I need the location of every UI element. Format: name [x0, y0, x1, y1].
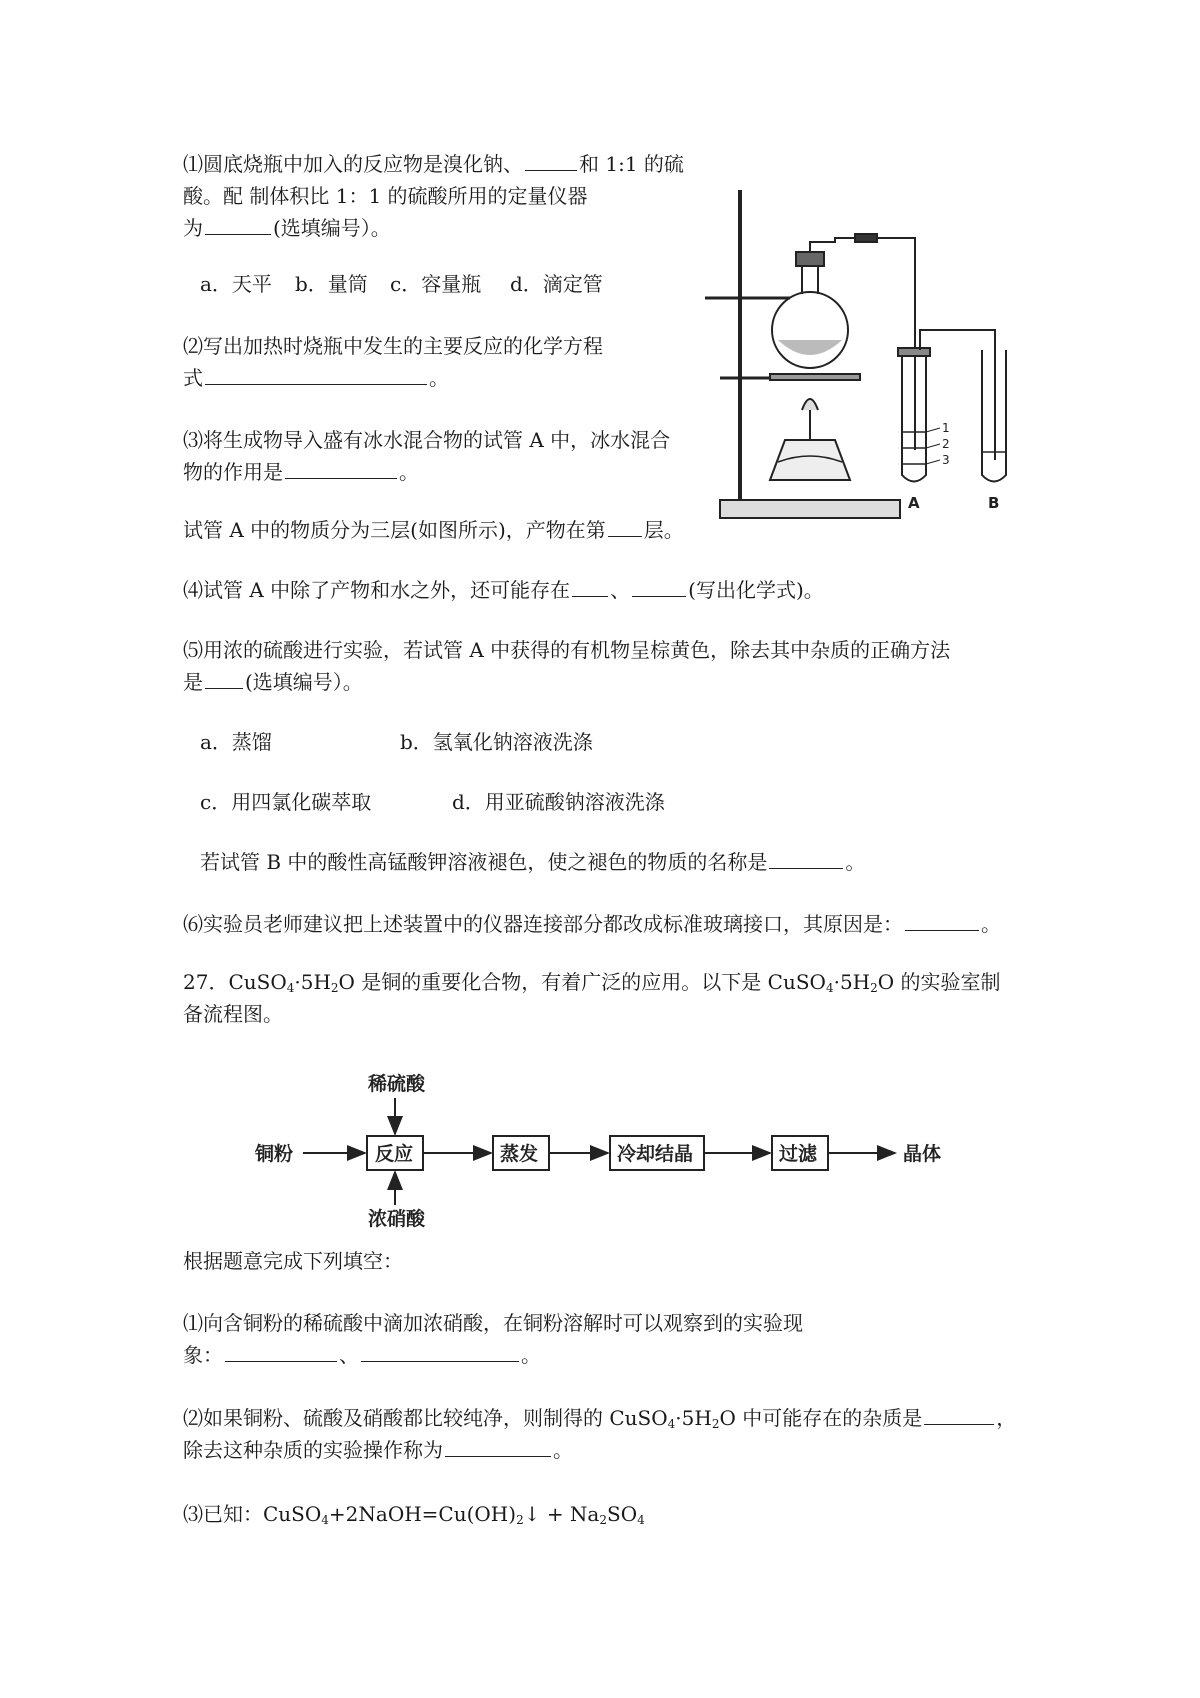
text: ⑵如果铜粉、硫酸及硝酸都比较纯净，则制得的 CuSO — [183, 1406, 668, 1430]
subscript: 4 — [825, 981, 834, 995]
answer-blank[interactable] — [445, 1436, 551, 1457]
text: 、 — [610, 578, 631, 602]
text: 是 — [183, 670, 203, 694]
option-a: a．天平 — [200, 272, 272, 296]
answer-blank[interactable] — [905, 910, 979, 931]
preparation-flowchart — [255, 1060, 975, 1230]
layer-label-3: 3 — [942, 453, 950, 467]
answer-blank[interactable] — [225, 1341, 337, 1362]
text: 若试管 B 中的酸性高锰酸钾溶液褪色，使之褪色的物质的名称是 — [200, 850, 768, 874]
q26-part3-line1: ⑶将生成物导入盛有冰水混合物的试管 A 中，冰水混合 — [183, 428, 671, 452]
flow-output-crystals: 晶体 — [903, 1143, 942, 1165]
q27-intro-line2: 备流程图。 — [183, 1002, 283, 1026]
tube-label-a: A — [908, 494, 920, 512]
flow-input-copper-powder: 铜粉 — [255, 1143, 294, 1165]
answer-blank[interactable] — [924, 1404, 994, 1425]
q26-options-2-row2 — [200, 786, 665, 819]
answer-blank[interactable] — [285, 458, 397, 479]
text: ·5H — [294, 970, 331, 994]
q26-part1-line1 — [183, 148, 684, 181]
text: 、 — [339, 1343, 359, 1367]
q27-part2-line2 — [183, 1434, 573, 1467]
q26-part6 — [183, 908, 1001, 941]
layer-label-1: 1 — [942, 421, 950, 435]
subscript: 2 — [711, 1417, 720, 1431]
flow-step-evaporation: 蒸发 — [500, 1143, 539, 1165]
subscript: 2 — [870, 981, 878, 995]
text: (选填编号）。 — [245, 670, 363, 694]
text: O 中可能存在的杂质是 — [719, 1406, 923, 1430]
answer-blank[interactable] — [205, 668, 243, 689]
stand-base — [720, 500, 900, 518]
text: 。 — [521, 1343, 541, 1367]
flame — [802, 399, 818, 410]
subscript: 4 — [321, 1513, 329, 1527]
connecting-tube — [920, 330, 995, 460]
option-b: b．量筒 — [295, 272, 368, 296]
q27-part2-line1 — [183, 1402, 1016, 1435]
test-tube-a-stopper — [898, 348, 930, 356]
answer-blank[interactable] — [205, 214, 271, 235]
answer-blank[interactable] — [769, 848, 843, 869]
q26-part5-line2 — [183, 666, 363, 699]
answer-blank[interactable] — [572, 576, 608, 597]
text: +2NaOH=Cu(OH) — [328, 1502, 517, 1526]
flow-conc-nitric-acid: 浓硝酸 — [368, 1208, 426, 1230]
q26-part3-line2 — [183, 456, 419, 489]
text: 。 — [845, 850, 866, 874]
text: (写出化学式)。 — [688, 578, 824, 602]
subscript: 2 — [599, 1513, 607, 1527]
answer-blank[interactable] — [608, 516, 642, 537]
q26-part5-tube-b — [200, 846, 865, 879]
text: SO — [607, 1502, 638, 1526]
option-c: c．容量瓶 — [390, 272, 482, 296]
text: O 是铜的重要化合物，有着广泛的应用。以下是 CuSO — [338, 970, 826, 994]
q27-part3 — [183, 1498, 645, 1531]
text: 27．CuSO — [183, 970, 287, 994]
leader-1 — [926, 428, 940, 432]
stopper — [796, 252, 824, 266]
q27-intro-line1 — [183, 966, 1001, 999]
tube-label-b: B — [988, 494, 1000, 512]
text: ， — [996, 1406, 1017, 1430]
round-bottom-flask — [772, 292, 848, 368]
flow-step-reaction: 反应 — [375, 1143, 414, 1165]
text: 除去这种杂质的实验操作称为 — [183, 1438, 443, 1462]
option-a: a．蒸馏 — [200, 730, 272, 754]
answer-blank[interactable] — [525, 150, 577, 171]
text: ·5H — [833, 970, 871, 994]
subscript: 4 — [667, 1417, 676, 1431]
text: 和 1:1 的硫 — [579, 152, 684, 176]
text: ⑹实验员老师建议把上述装置中的仪器连接部分都改成标准玻璃接口，其原因是： — [183, 912, 903, 936]
text: 。 — [399, 460, 419, 484]
q26-options-2-row1 — [200, 726, 593, 759]
text: 象： — [183, 1343, 223, 1367]
flow-step-filtration: 过滤 — [779, 1143, 818, 1165]
text: 为 — [183, 216, 203, 240]
flow-dilute-sulfuric-acid: 稀硫酸 — [368, 1073, 426, 1095]
q26-part2-line2 — [183, 362, 449, 395]
text: 物的作用是 — [183, 460, 283, 484]
distillation-apparatus-diagram — [690, 170, 1035, 540]
answer-blank[interactable] — [361, 1341, 519, 1362]
option-b: b．氢氧化钠溶液洗涤 — [400, 730, 593, 754]
text: (选填编号）。 — [273, 216, 391, 240]
rubber-connector — [855, 234, 877, 242]
text: 。 — [429, 366, 449, 390]
option-d: d．滴定管 — [510, 272, 603, 296]
q27-part1-line1: ⑴向含铜粉的稀硫酸中滴加浓硝酸，在铜粉溶解时可以观察到的实验现 — [183, 1311, 803, 1335]
q26-part3-layers — [183, 514, 684, 547]
subscript: 2 — [330, 981, 339, 995]
leader-2 — [926, 444, 940, 448]
text: 式 — [183, 366, 203, 390]
option-c: c．用四氯化碳萃取 — [200, 790, 372, 814]
text: O 的实验室制 — [877, 970, 1001, 994]
text: 试管 A 中的物质分为三层(如图所示)，产物在第 — [183, 518, 606, 542]
text: 。 — [553, 1438, 573, 1462]
flask-liquid — [778, 340, 842, 355]
wire-gauze — [770, 374, 860, 380]
q26-options-1 — [200, 268, 603, 301]
q27-lead: 根据题意完成下列填空： — [183, 1249, 403, 1273]
subscript: 4 — [286, 981, 295, 995]
text: ⑶已知：CuSO — [183, 1502, 322, 1526]
text: ⑷试管 A 中除了产物和水之外，还可能存在 — [183, 578, 571, 602]
option-d: d．用亚硫酸钠溶液洗涤 — [452, 790, 665, 814]
layer-label-2: 2 — [942, 437, 950, 451]
text: ⑴圆底烧瓶中加入的反应物是溴化钠、 — [183, 152, 523, 176]
flow-step-cooling-crystallization: 冷却结晶 — [617, 1143, 694, 1165]
subscript: 2 — [516, 1513, 524, 1527]
q26-part4 — [183, 574, 824, 607]
q26-part2-line1: ⑵写出加热时烧瓶中发生的主要反应的化学方程 — [183, 334, 603, 358]
text: 。 — [981, 912, 1001, 936]
leader-3 — [926, 460, 940, 464]
subscript: 4 — [637, 1513, 645, 1527]
text: ↓ + Na — [523, 1502, 600, 1526]
q26-part1-line3 — [183, 212, 391, 245]
text: ·5H — [675, 1406, 712, 1430]
answer-blank[interactable] — [205, 364, 427, 385]
q26-part5-line1: ⑸用浓的硫酸进行实验，若试管 A 中获得的有机物呈棕黄色，除去其中杂质的正确方法 — [183, 638, 951, 662]
text: 层。 — [643, 518, 684, 542]
q26-part1-line2: 酸。配 制体积比 1：1 的硫酸所用的定量仪器 — [183, 184, 588, 208]
q27-part1-line2 — [183, 1339, 541, 1372]
answer-blank[interactable] — [632, 576, 686, 597]
